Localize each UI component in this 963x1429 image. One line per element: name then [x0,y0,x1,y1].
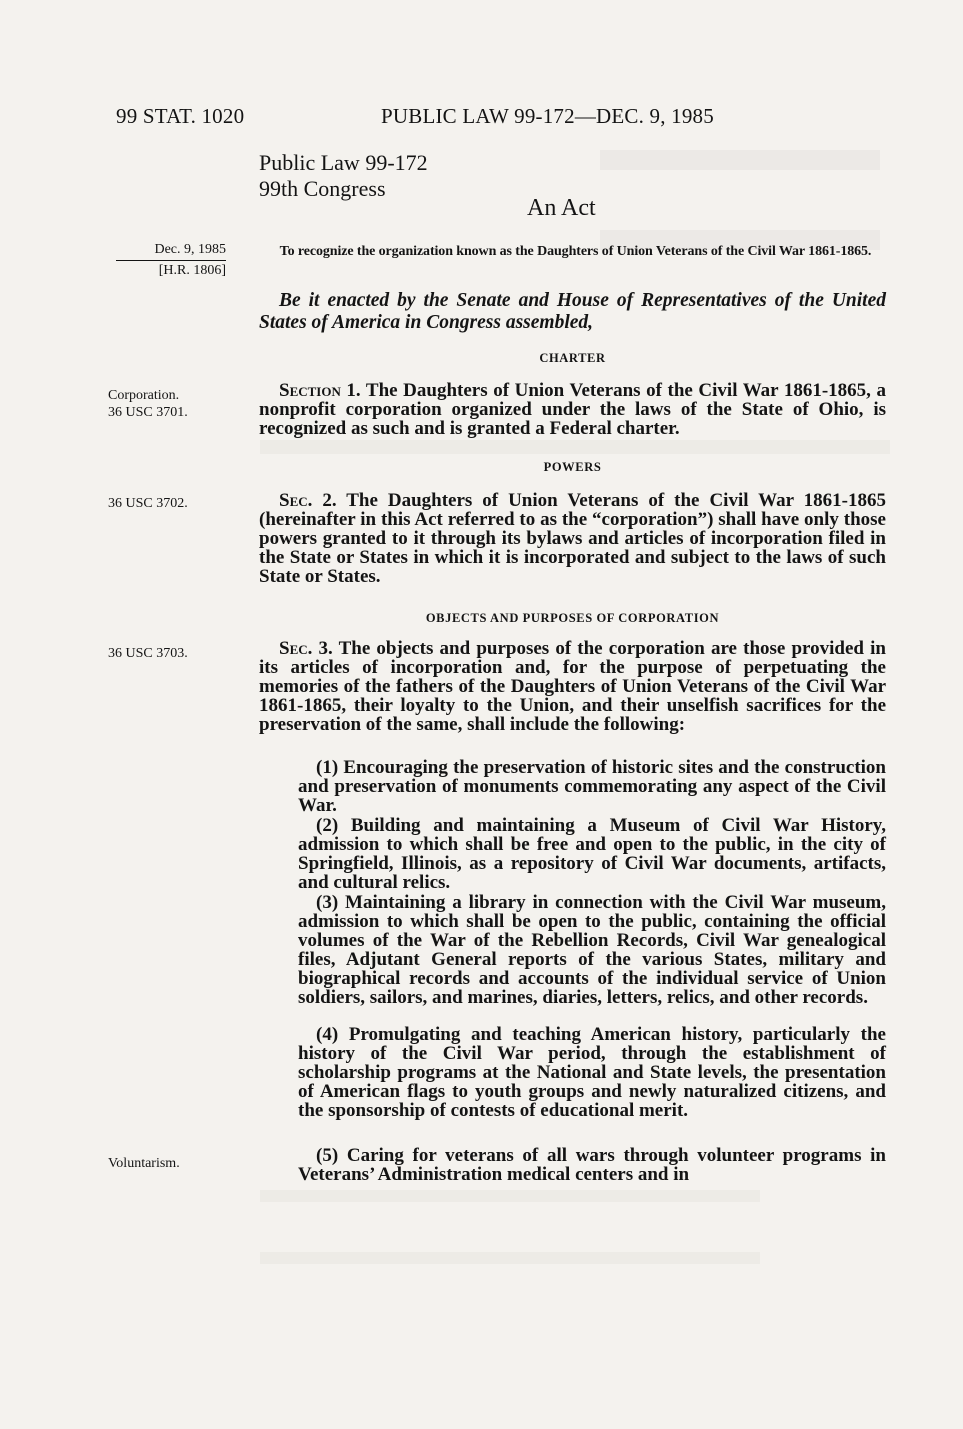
heading-charter: CHARTER [539,351,606,365]
section-2 [259,492,886,587]
purpose-item: (4) Promulgating and teaching American history, particularly the history of the Civil War period, through the establishment of scholarship programs at the National and State levels, the presentation of American flags to youth groups and newly naturalized citizens, and the sponsorship of contests of educational merit. [298,1024,886,1121]
section-1 [259,382,886,439]
purpose-item: (2) Building and maintaining a Museum of Civil War History, admission to which shall be free and open to the public, in the city of Springfield, Illinois, as a repository of Civil War documents, artifacts, and cultural relics. [298,815,886,893]
law-title-block [259,150,428,202]
section-2-label: Sec. 2. [279,490,337,511]
section-3-text: The objects and purposes of the corporation are those provided in its articles of incorporation and, for the purpose of perpetuating the memories of the fathers of the Daughters of Union Veterans of the Civil War 1861-1865, their loyalty to the Union, and their unselfish sacrifices for the preservation of the same, shall include the following: [259,638,886,735]
usc-citation-3702: 36 USC 3702. [108,496,188,511]
congress-label: 99th Congress [259,176,386,201]
purpose-item: (1) Encouraging the preservation of historic sites and the construction and preservation of monuments commemorating any aspect of the Civil War. [298,757,886,816]
purpose-item: (3) Maintaining a library in connection with the Civil War museum, admission to which shall be open to the public, containing the official volumes of the War of the Rebellion Records, Civil War genealogical files, Adjutant General reports of the various States, military and biographical records and accounts of the individual service of Union soldiers, sailors, and marines, diaries, letters, relics, and other records. [298,892,886,1008]
margin-date-note [108,240,226,281]
heading-objects-purposes: OBJECTS AND PURPOSES OF CORPORATION [425,611,720,625]
law-number: Public Law 99-172 [259,150,428,175]
corporation-label: Corporation. [108,388,180,403]
running-header-page-ref: 99 STAT. 1020 [116,104,245,128]
section-1-text: The Daughters of Union Veterans of the Civil War 1861-1865, a nonprofit corporation organized under the laws of the State of Ohio, is recognized as such and is granted a Federal charter. [259,380,886,439]
enacting-clause: Be it enacted by the Senate and House of Representatives of the United States of America in Congress assembled, [259,290,886,333]
running-header-title: PUBLIC LAW 99-172—DEC. 9, 1985 [381,104,714,128]
usc-citation-3703: 36 USC 3703. [108,646,188,661]
purpose-item: (5) Caring for veterans of all wars through volunteer programs in Veterans’ Administration medical centers and in [298,1145,886,1185]
usc-citation-3701: 36 USC 3701. [108,405,188,420]
bleed-through-shadow [260,1190,760,1264]
heading-powers: POWERS [543,460,602,474]
margin-note-voluntarism: Voluntarism. [108,1156,180,1171]
margin-note-corporation [108,387,228,421]
act-label: An Act [527,195,596,221]
enactment-date: Dec. 9, 1985 [154,242,226,257]
bill-number: [H.R. 1806] [158,263,226,278]
section-3-label: Sec. 3. [279,638,333,659]
section-3 [259,640,886,735]
section-1-label: Section 1. [279,380,361,401]
bleed-through-shadow [600,150,880,250]
section-2-text: The Daughters of Union Veterans of the Civil War 1861-1865 (hereinafter in this Act referred to as the “corporation”) shall have only those powers granted to it through its bylaws and articles of incorporation filed in the State or States in which it is incorporated and subject to the laws of such State or States. [259,490,886,587]
purpose-statement: To recognize the organization known as the Daughters of Union Veterans of the Civil War 1861-1865. [279,244,872,259]
